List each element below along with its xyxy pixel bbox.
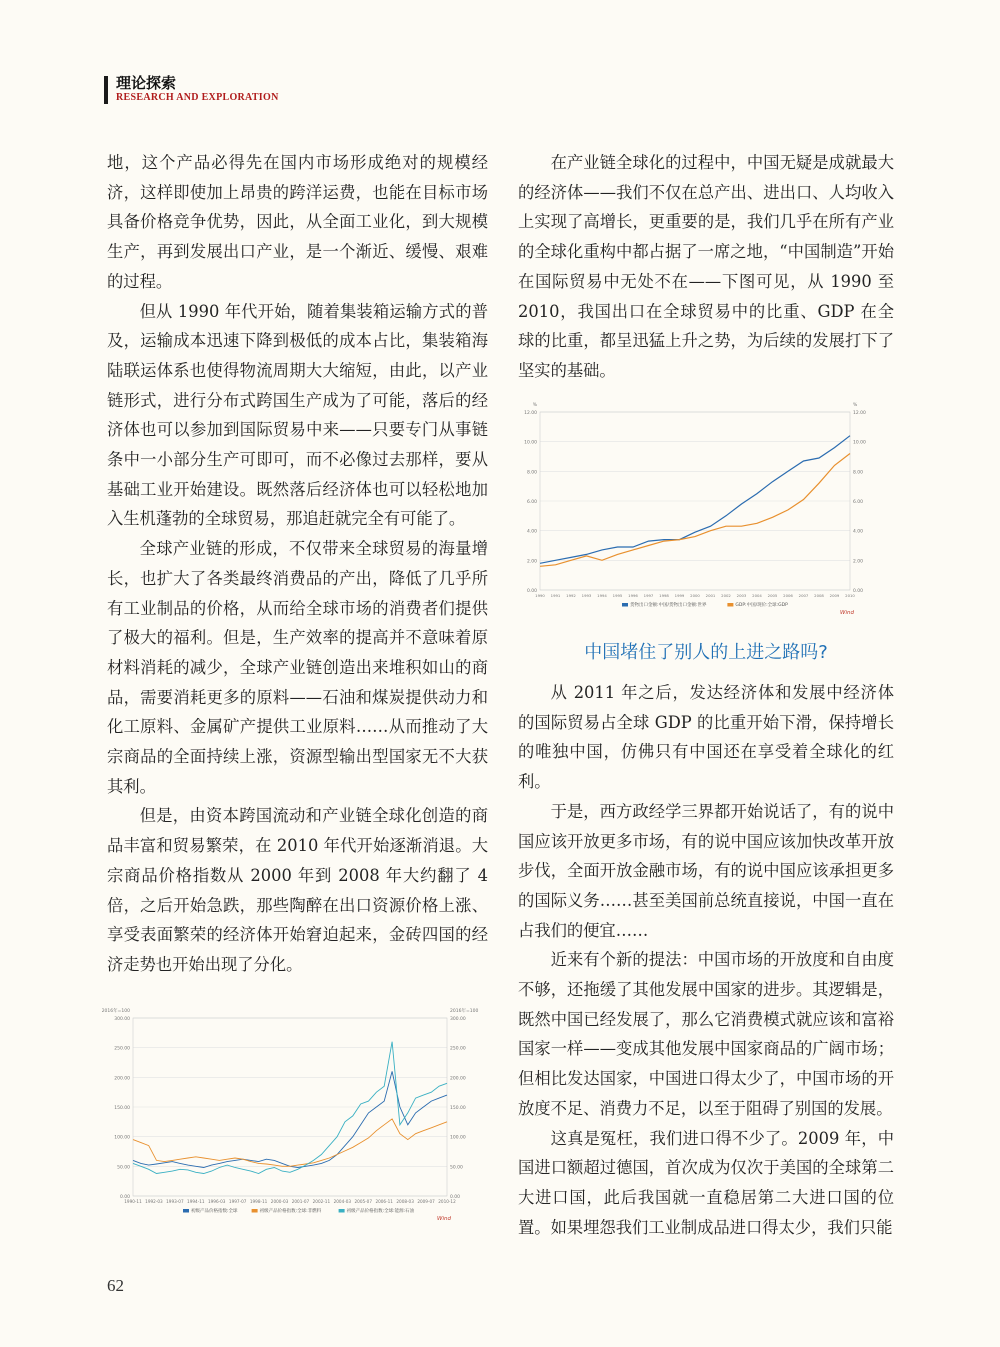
legend-label: 初级产品价格指数:全球:非燃料: [259, 1209, 322, 1214]
legend-swatch: [727, 603, 733, 607]
china-export-gdp-share-chart: [520, 400, 880, 616]
y-tick-label-right: 100.00: [450, 1135, 466, 1141]
x-tick-label: 1996: [628, 593, 638, 598]
y-tick-label-left: 6.00: [526, 500, 537, 505]
left-column: [107, 148, 488, 980]
x-tick-label: 1998-11: [249, 1199, 268, 1204]
y-tick-label-right: 2.00: [853, 559, 864, 565]
x-tick-label: 2005: [767, 593, 778, 598]
series-line: [133, 1119, 447, 1166]
legend-label: 初级产品价格指数:全球:能源:石油: [346, 1209, 415, 1214]
x-tick-label: 1997-07: [228, 1199, 247, 1204]
x-tick-label: 2009-07: [417, 1199, 435, 1204]
section-title-cn: 理论探索: [116, 74, 177, 92]
page-number: 62: [107, 1276, 124, 1295]
y-tick-label-right: 250.00: [450, 1046, 466, 1052]
y-tick-label-right: 0.00: [450, 1195, 461, 1200]
y-tick-label-right: 12.00: [853, 411, 866, 416]
x-tick-label: 1992-03: [145, 1199, 163, 1204]
paragraph: 于是，西方政经学三界都开始说话了，有的说中国应该开放更多市场，有的说中国应该加快改革开放步伐，全面开放金融市场，有的说中国应该承担更多的国际义务……甚至美国前总统直接说，中国一直在占我们的便宜……: [518, 801, 894, 940]
paragraph: 近来有个新的提法：中国市场的开放度和自由度不够，还拖缓了其他发展中国家的进步。其逻辑是，既然中国已经发展了，那么它消费模式就应该和富裕国家一样——变成其他发展中国家商品的广阔市场；但相比发达国家，中国进口得太少了，中国市场的开放度不足、消费力不足，以至于阻碍了别国的发展。: [518, 950, 894, 1118]
x-tick-label: 2001-07: [291, 1199, 310, 1204]
y-tick-label-left: 10.00: [524, 440, 537, 446]
x-tick-label: 2000: [690, 593, 700, 598]
x-tick-label: 2009: [829, 593, 840, 598]
paragraph: 这真是冤枉，我们进口得不少了。2009 年，中国进口额超过德国，首次成为仅次于美国的全球第二大进口国，此后我国就一直稳居第二大进口国的位置。如果埋怨我们工业制成品进口得太少，我们只能: [518, 1128, 894, 1237]
paragraph: 全球产业链的形成，不仅带来全球贸易的海量增长，也扩大了各类最终消费品的产出，降低了几乎所有工业制品的价格，从而给全球市场的消费者们提供了极大的福利。但是，生产效率的提高并不意味着原材料消耗的减少，全球产业链创造出来堆积如山的商品，需要消耗更多的原料——石油和煤炭提供动力和化工原料、金属矿产提供工业原料……从而推动了大宗商品的全面持续上涨，资源型输出型国家无不大获其利。: [107, 539, 488, 796]
y-tick-label-left: 0.00: [119, 1195, 130, 1200]
y-tick-label-right: 4.00: [853, 529, 864, 535]
x-tick-label: 1990: [535, 593, 545, 598]
source-label: Wind: [840, 610, 854, 616]
section-header: [104, 76, 279, 104]
legend-swatch: [183, 1209, 189, 1213]
x-tick-label: 1992: [566, 593, 576, 598]
x-tick-label: 2000-03: [270, 1199, 289, 1204]
legend-label: 货物出口金额:中国/货物出口金额:世界: [630, 603, 707, 608]
x-tick-label: 1996-03: [207, 1199, 226, 1204]
x-tick-label: 2004: [752, 593, 762, 598]
x-tick-label: 2001: [705, 593, 716, 598]
paragraph: 但从 1990 年代开始，随着集装箱运输方式的普及，运输成本迅速下降到极低的成本占比，集装箱海陆联运体系也使得物流周期大大缩短，由此，以产业链形式，进行分布式跨国生产成为了可能，落后的经济体也可以参加到国际贸易中来——只要专门从事链条中一小部分生产可即可，而不必像过去那样，要从基础工业开始建设。既然落后经济体也可以轻松地加入生机蓬勃的全球贸易，那追赶就完全有可能了。: [107, 301, 488, 529]
x-tick-label: 2010-12: [438, 1199, 456, 1204]
legend-swatch: [252, 1209, 258, 1213]
y-tick-label-left: 100.00: [114, 1135, 130, 1141]
left-unit-label: %: [532, 403, 537, 408]
y-tick-label-right: 200.00: [450, 1076, 466, 1082]
x-tick-label: 1994-11: [187, 1199, 205, 1204]
y-tick-label-left: 2.00: [526, 559, 537, 565]
legend-swatch: [339, 1209, 345, 1213]
x-tick-label: 2008: [814, 593, 824, 598]
y-tick-label-left: 8.00: [526, 470, 537, 476]
left-unit-label: 2016年=100: [101, 1009, 130, 1014]
section-heading: 中国堵住了别人的上进之路吗?: [584, 642, 828, 663]
x-tick-label: 1993: [581, 593, 592, 598]
y-tick-label-right: 150.00: [450, 1106, 466, 1111]
x-tick-label: 1994: [597, 593, 607, 598]
legend-label: GDP:中国/现价:全球:GDP: [735, 603, 788, 608]
paragraph: 但是，由资本跨国流动和产业链全球化创造的商品丰富和贸易繁荣，在 2010 年代开始逐渐消退。大宗商品价格指数从 2000 年到 2008 年大约翻了 4 倍，之后开始急跌，那些陶醉在出口资源价格上涨、享受表面繁荣的经济体开始窘迫起来，金砖四国的经济走势也开始出现了分化。: [107, 806, 488, 974]
x-tick-label: 1993-07: [166, 1199, 184, 1204]
x-tick-label: 2003: [736, 593, 747, 598]
x-tick-label: 2010: [845, 593, 855, 598]
y-tick-label-left: 150.00: [114, 1106, 130, 1111]
x-tick-label: 1999: [674, 593, 685, 598]
paragraph: 从 2011 年之后，发达经济体和发展中经济体的国际贸易占全球 GDP 的比重开始下滑，保持增长的唯独中国，仿佛只有中国还在享受着全球化的红利。: [518, 683, 894, 792]
legend-label: 初级产品价格指数:全球: [191, 1209, 238, 1214]
x-tick-label: 1998: [659, 593, 669, 598]
x-tick-label: 1995: [612, 593, 623, 598]
y-tick-label-left: 250.00: [114, 1046, 130, 1052]
x-tick-label: 2008-03: [396, 1199, 414, 1204]
x-tick-label: 2007: [798, 593, 809, 598]
y-tick-label-left: 12.00: [524, 411, 537, 416]
y-tick-label-right: 10.00: [853, 440, 866, 446]
right-column-bottom: [518, 678, 894, 1242]
y-tick-label-left: 4.00: [526, 529, 537, 535]
legend-swatch: [622, 603, 628, 607]
y-tick-label-left: 50.00: [117, 1165, 130, 1171]
source-label: Wind: [437, 1216, 451, 1222]
paragraph: 地，这个产品必得先在国内市场形成绝对的规模经济，这样即使加上昂贵的跨洋运费，也能在目标市场具备价格竞争优势，因此，从全面工业化，到大规模生产，再到发展出口产业，是一个渐近、缓慢、艰难的过程。: [107, 153, 488, 291]
paragraph: 在产业链全球化的过程中，中国无疑是成就最大的经济体——我们不仅在总产出、进出口、人均收入上实现了高增长，更重要的是，我们几乎在所有产业的全球化重构中都占据了一席之地，“中国制造”开始在国际贸易中无处不在——下图可见，从 1990 至 2010，我国出口在全球贸易中的比重、GDP 在全球的比重，都呈迅猛上升之势，为后续的发展打下了坚实的基础。: [518, 153, 894, 380]
x-tick-label: 2004-03: [333, 1199, 352, 1204]
y-tick-label-left: 0.00: [526, 589, 537, 594]
x-tick-label: 2005-07: [354, 1199, 373, 1204]
right-unit-label: %: [853, 403, 858, 408]
x-tick-label: 2006: [783, 593, 793, 598]
x-tick-label: 1997: [643, 593, 654, 598]
y-tick-label-right: 0.00: [853, 589, 864, 594]
y-tick-label-left: 300.00: [114, 1017, 130, 1022]
right-column-top: [518, 148, 894, 386]
y-tick-label-right: 8.00: [853, 470, 864, 476]
x-tick-label: 2002: [721, 593, 731, 598]
right-unit-label: 2016年=100: [450, 1009, 479, 1014]
y-tick-label-right: 50.00: [450, 1165, 463, 1171]
series-line: [540, 454, 850, 567]
x-tick-label: 2006-11: [375, 1199, 393, 1204]
x-tick-label: 1991: [550, 593, 561, 598]
x-tick-label: 2002-11: [312, 1199, 331, 1204]
y-tick-label-right: 300.00: [450, 1017, 466, 1022]
x-tick-label: 1990-11: [124, 1199, 142, 1204]
y-tick-label-left: 200.00: [114, 1076, 130, 1082]
commodity-price-index-chart: [101, 1008, 479, 1222]
series-line: [133, 1071, 447, 1167]
y-tick-label-right: 6.00: [853, 500, 864, 505]
section-title-en: RESEARCH AND EXPLORATION: [116, 92, 279, 103]
